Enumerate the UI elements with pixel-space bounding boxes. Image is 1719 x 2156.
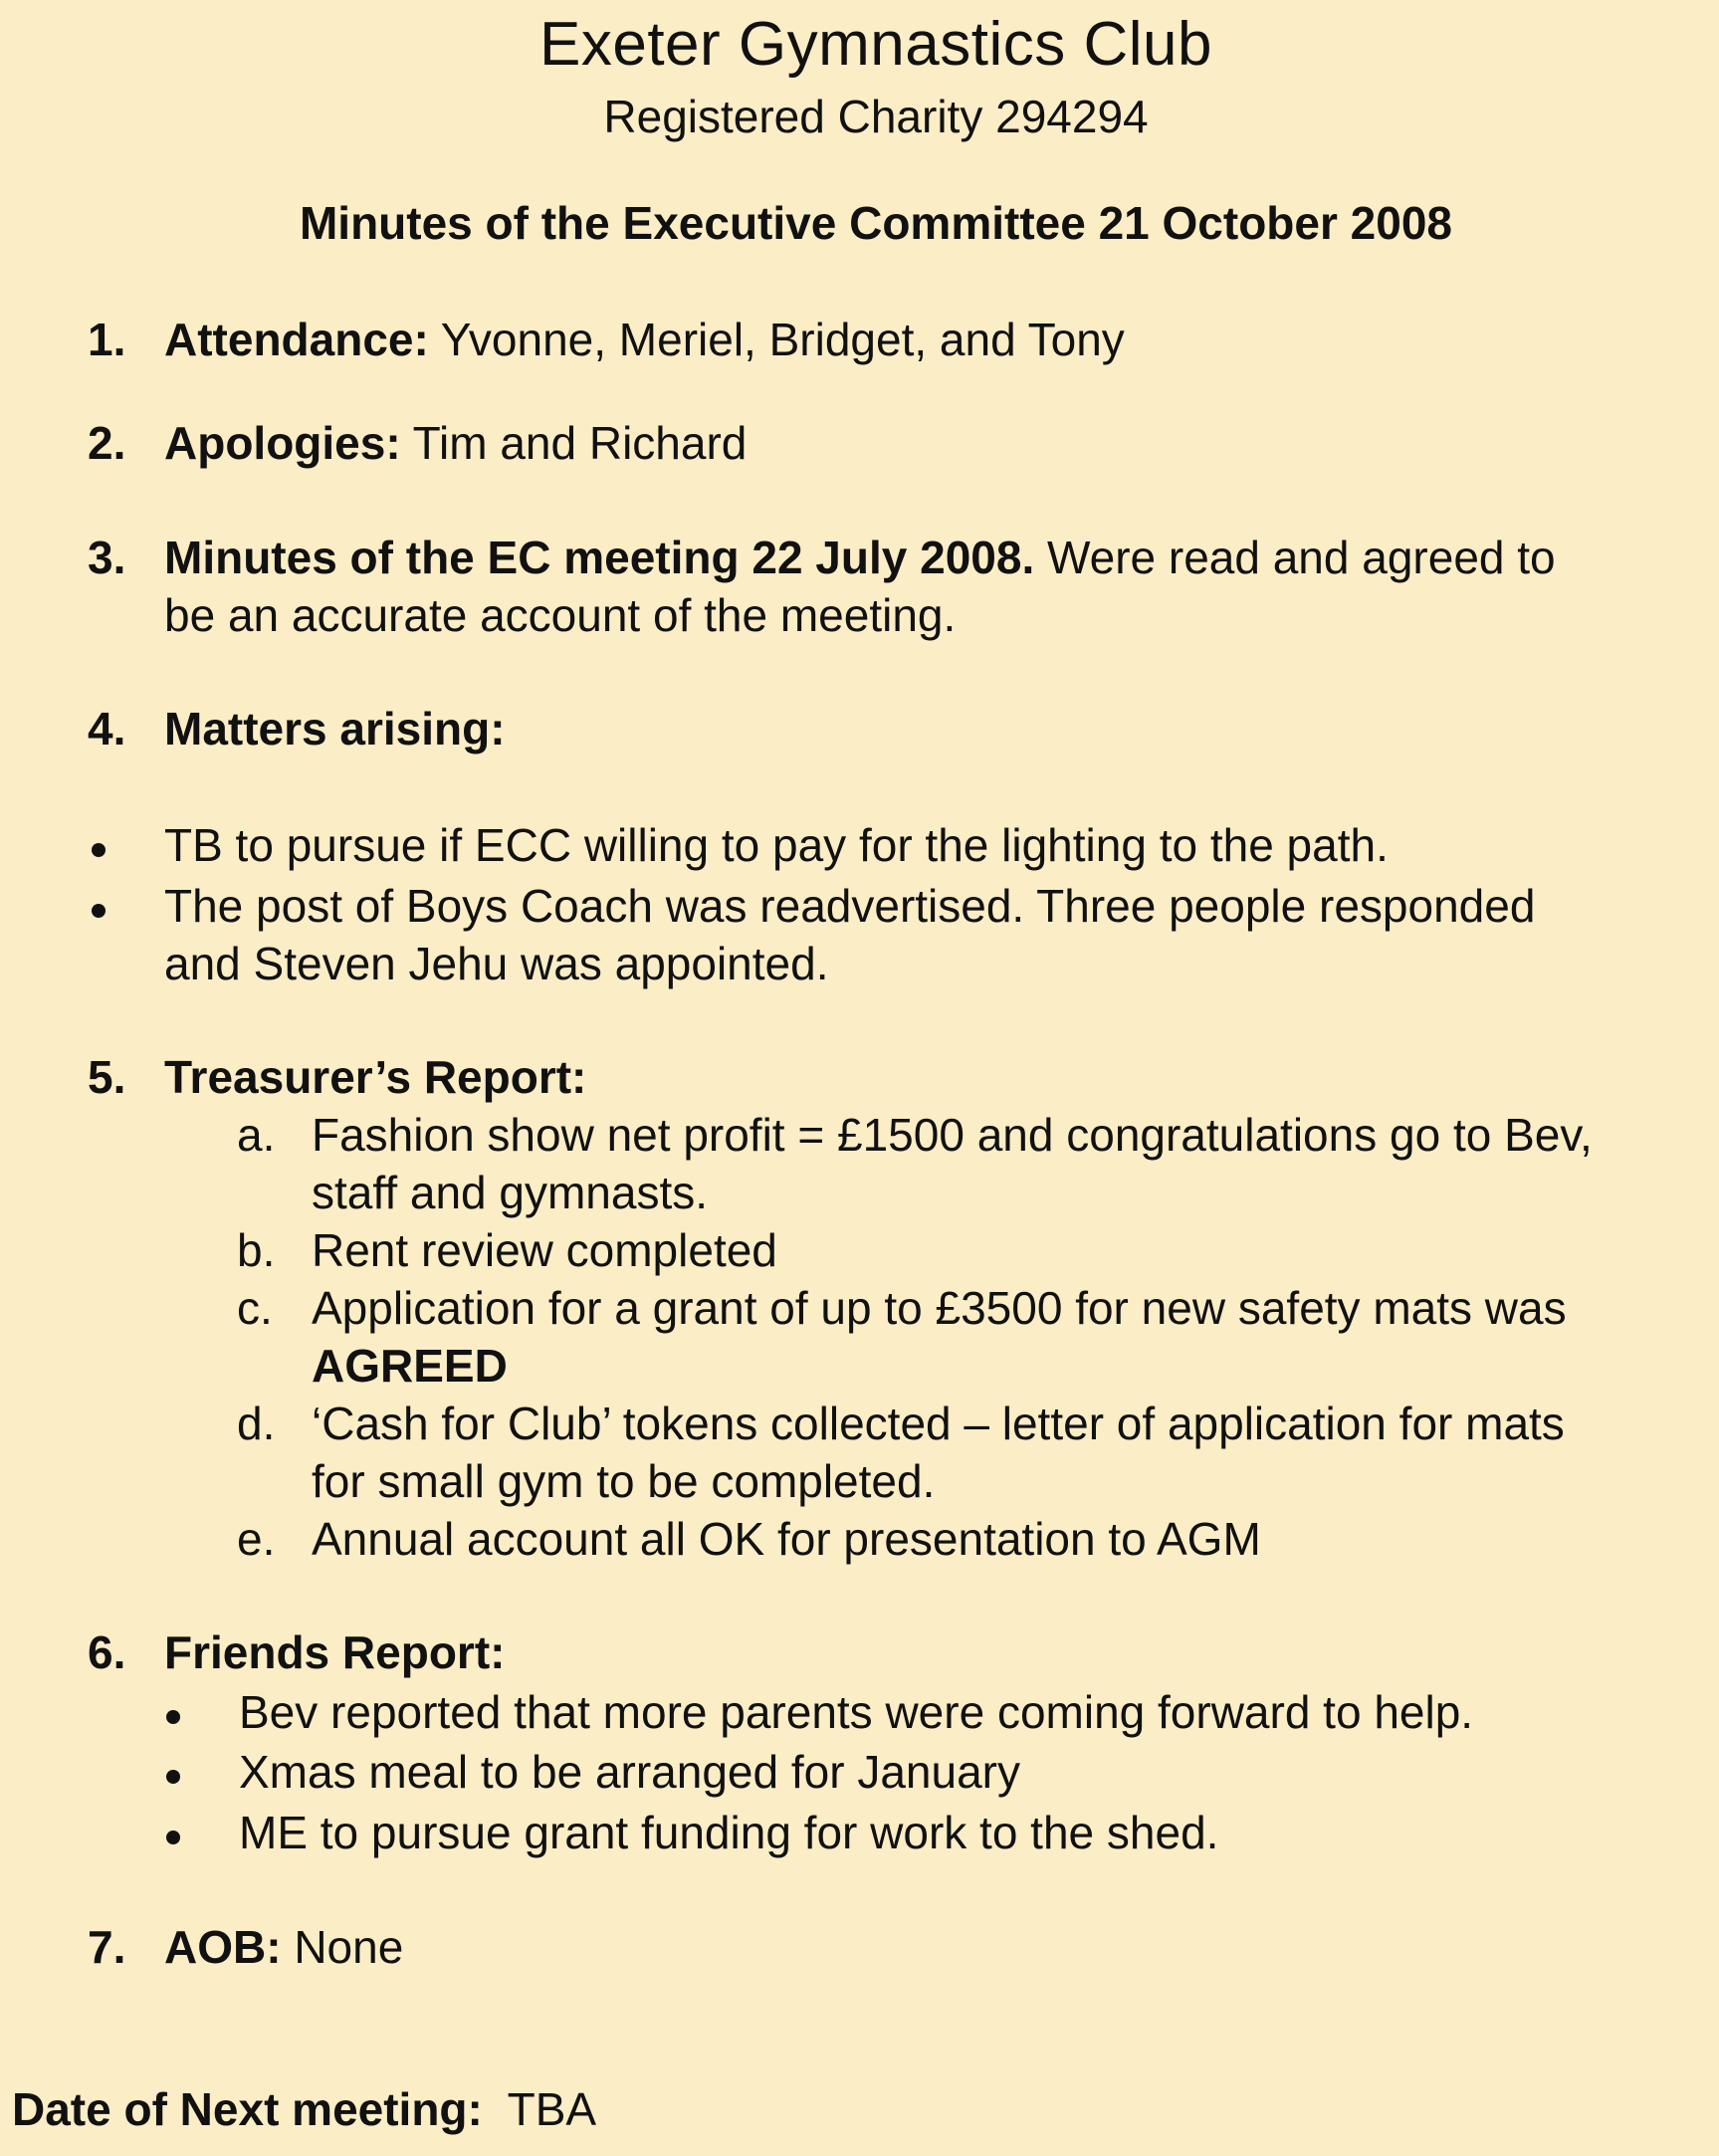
item-apologies [164,414,747,472]
matters-bullet-2-line2: and Steven Jehu was appointed. [164,938,829,989]
minutes-label: Minutes of the EC meeting 22 July 2008. [164,532,1035,583]
item-number-treasurer: 5. [88,1051,126,1103]
item-number-friends: 6. [88,1626,126,1678]
bullet-icon [166,1710,180,1724]
bullet-icon [166,1770,180,1784]
subitem-d-line2: for small gym to be completed. [312,1455,936,1507]
item-number-attendance: 1. [88,314,126,365]
next-meeting-text: TBA [482,2083,597,2135]
item-attendance [164,311,1125,368]
friends-bullet-3: ME to pursue grant funding for work to the shed. [239,1807,1219,1858]
subitem-letter-c: c. [237,1282,273,1334]
subitem-d-line1: ‘Cash for Club’ tokens collected – letter of application for mats [312,1398,1565,1449]
friends-bullet-1: Bev reported that more parents were coming forward to help. [239,1686,1474,1738]
friends-bullet-2: Xmas meal to be arranged for January [239,1746,1020,1798]
subitem-a-line2: staff and gymnasts. [312,1167,709,1218]
item-number-minutes: 3. [88,532,126,583]
bullet-icon [166,1831,180,1844]
subitem-a-line1: Fashion show net profit = £1500 and congratulations go to Bev, [312,1109,1593,1161]
subitem-e-line1: Annual account all OK for presentation to AGM [312,1513,1261,1565]
attendance-label: Attendance: [164,314,429,365]
subitem-letter-a: a. [237,1109,276,1161]
item-number-matters: 4. [88,703,126,755]
subitem-letter-d: d. [237,1398,276,1449]
aob-text: None [281,1921,404,1973]
apologies-label: Apologies: [164,417,401,469]
next-meeting-label: Date of Next meeting: [12,2083,483,2135]
bullet-icon [92,904,106,918]
aob-label: AOB: [164,1921,282,1973]
item-minutes [164,529,1556,586]
bullet-icon [92,843,106,857]
minutes-text-line2: be an accurate account of the meeting. [164,589,957,641]
friends-label: Friends Report: [164,1626,506,1678]
apologies-text: Tim and Richard [400,417,748,469]
treasurer-label: Treasurer’s Report: [164,1051,587,1103]
item-aob [164,1918,403,1976]
subitem-b-line1: Rent review completed [312,1224,777,1276]
item-number-apologies: 2. [88,417,126,469]
minutes-text-line1: Were read and agreed to [1034,532,1556,583]
item-number-aob: 7. [88,1921,126,1973]
charity-number: Registered Charity 294294 [603,91,1149,142]
next-meeting [12,2080,596,2138]
matters-bullet-1: TB to pursue if ECC willing to pay for the lighting to the path. [164,819,1389,871]
subitem-c-line1: Application for a grant of up to £3500 for new safety mats was [312,1282,1567,1334]
subitem-letter-b: b. [237,1224,276,1276]
attendance-text: Yvonne, Meriel, Bridget, and Tony [428,314,1125,365]
subitem-c-line2: AGREED [312,1340,508,1392]
matters-label: Matters arising: [164,703,506,755]
matters-bullet-2-line1: The post of Boys Coach was readvertised. Three people responded [164,880,1536,932]
subitem-letter-e: e. [237,1513,276,1565]
document-title: Minutes of the Executive Committee 21 October 2008 [299,197,1453,249]
document-header [0,8,1719,145]
club-name: Exeter Gymnastics Club [539,10,1212,79]
